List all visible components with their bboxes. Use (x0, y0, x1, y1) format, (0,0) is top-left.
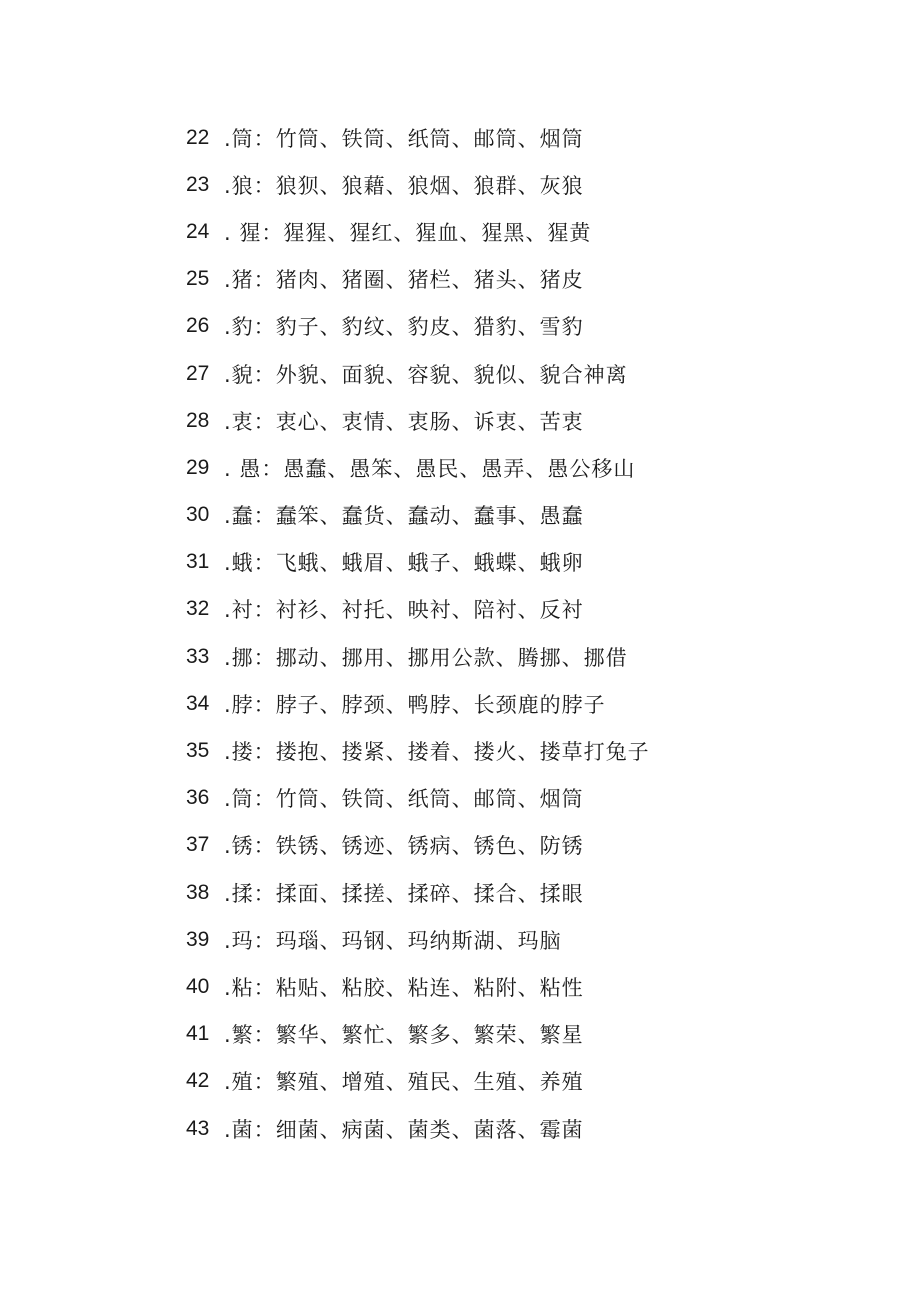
entry-words: 粘贴、粘胶、粘连、粘附、粘性 (275, 975, 584, 1000)
entry-words: 竹筒、铁筒、纸筒、邮筒、烟筒 (275, 787, 584, 812)
list-item (186, 161, 650, 208)
entry-words: 猪肉、猪圈、猪栏、猪头、猪皮 (275, 268, 584, 293)
entry-words: 猩猩、猩红、猩血、猩黑、猩黄 (283, 220, 592, 245)
entry-words: 衬衫、衬托、映衬、陪衬、反衬 (275, 598, 584, 623)
entry-character: .蠢： (224, 504, 276, 529)
entry-number: 41 (186, 1022, 210, 1046)
list-item (186, 303, 650, 350)
list-item (186, 633, 650, 680)
entry-character: .粘： (224, 975, 276, 1000)
entry-number: 34 (186, 691, 210, 715)
list-item (186, 444, 650, 491)
entry-words: 竹筒、铁筒、纸筒、邮筒、烟筒 (275, 126, 584, 151)
list-item (186, 1058, 650, 1105)
entry-character: .蛾： (224, 551, 276, 576)
list-item (186, 680, 650, 727)
list-item (186, 256, 650, 303)
entry-number: 28 (186, 408, 210, 432)
list-item (186, 775, 650, 822)
entry-character: . 愚： (224, 456, 284, 481)
entry-character: .衬： (224, 598, 276, 623)
entry-words: 愚蠢、愚笨、愚民、愚弄、愚公移山 (283, 456, 636, 481)
list-item (186, 869, 650, 916)
list-item (186, 1105, 650, 1152)
entry-words: 揉面、揉搓、揉碎、揉合、揉眼 (275, 881, 584, 906)
entry-words: 繁殖、增殖、殖民、生殖、养殖 (275, 1070, 584, 1095)
entry-character: .狼： (224, 173, 276, 198)
entry-number: 27 (186, 361, 210, 385)
entry-number: 40 (186, 974, 210, 998)
entry-character: .菌： (224, 1117, 276, 1142)
list-item (186, 114, 650, 161)
list-item (186, 916, 650, 963)
list-item (186, 727, 650, 774)
entry-words: 豹子、豹纹、豹皮、猎豹、雪豹 (275, 315, 584, 340)
entry-words: 挪动、挪用、挪用公款、腾挪、挪借 (275, 645, 628, 670)
entry-number: 23 (186, 172, 210, 196)
entry-character: .搂： (224, 740, 276, 765)
entry-words: 繁华、繁忙、繁多、繁荣、繁星 (275, 1023, 584, 1048)
entry-character: .挪： (224, 645, 276, 670)
entry-number: 31 (186, 550, 210, 574)
entry-character: .殖： (224, 1070, 276, 1095)
entry-words: 外貌、面貌、容貌、貌似、貌合神离 (275, 362, 628, 387)
entry-words: 细菌、病菌、菌类、菌落、霉菌 (275, 1117, 584, 1142)
entry-words: 铁锈、锈迹、锈病、锈色、防锈 (275, 834, 584, 859)
entry-character: .筒： (224, 787, 276, 812)
entry-character: .筒： (224, 126, 276, 151)
entry-number: 25 (186, 267, 210, 291)
entry-character: .貌： (224, 362, 276, 387)
entry-words: 衷心、衷情、衷肠、诉衷、苦衷 (275, 409, 584, 434)
entry-number: 29 (186, 455, 210, 479)
entry-character: . 猩： (224, 220, 284, 245)
entry-words: 脖子、脖颈、鸭脖、长颈鹿的脖子 (275, 692, 606, 717)
list-item (186, 350, 650, 397)
entry-number: 43 (186, 1116, 210, 1140)
entry-words: 玛瑙、玛钢、玛纳斯湖、玛脑 (275, 928, 562, 953)
entry-number: 30 (186, 503, 210, 527)
list-item (186, 822, 650, 869)
entry-number: 22 (186, 125, 210, 149)
entry-character: .玛： (224, 928, 276, 953)
entry-character: .脖： (224, 692, 276, 717)
entry-number: 26 (186, 314, 210, 338)
entry-character: .豹： (224, 315, 276, 340)
list-item (186, 1011, 650, 1058)
entry-character: .衷： (224, 409, 276, 434)
list-item (186, 539, 650, 586)
entry-number: 24 (186, 219, 210, 243)
entry-words: 狼狈、狼藉、狼烟、狼群、灰狼 (275, 173, 584, 198)
word-list (186, 114, 650, 1152)
entry-number: 35 (186, 739, 210, 763)
entry-number: 42 (186, 1069, 210, 1093)
list-item (186, 963, 650, 1010)
entry-number: 36 (186, 786, 210, 810)
entry-character: .锈： (224, 834, 276, 859)
entry-character: .猪： (224, 268, 276, 293)
list-item (186, 208, 650, 255)
entry-character: .繁： (224, 1023, 276, 1048)
list-item (186, 492, 650, 539)
entry-words: 飞蛾、蛾眉、蛾子、蛾蝶、蛾卵 (275, 551, 584, 576)
entry-words: 蠢笨、蠢货、蠢动、蠢事、愚蠢 (275, 504, 584, 529)
entry-number: 33 (186, 644, 210, 668)
entry-words: 搂抱、搂紧、搂着、搂火、搂草打兔子 (275, 740, 650, 765)
entry-number: 32 (186, 597, 210, 621)
entry-number: 39 (186, 927, 210, 951)
entry-character: .揉： (224, 881, 276, 906)
list-item (186, 397, 650, 444)
entry-number: 38 (186, 880, 210, 904)
list-item (186, 586, 650, 633)
entry-number: 37 (186, 833, 210, 857)
